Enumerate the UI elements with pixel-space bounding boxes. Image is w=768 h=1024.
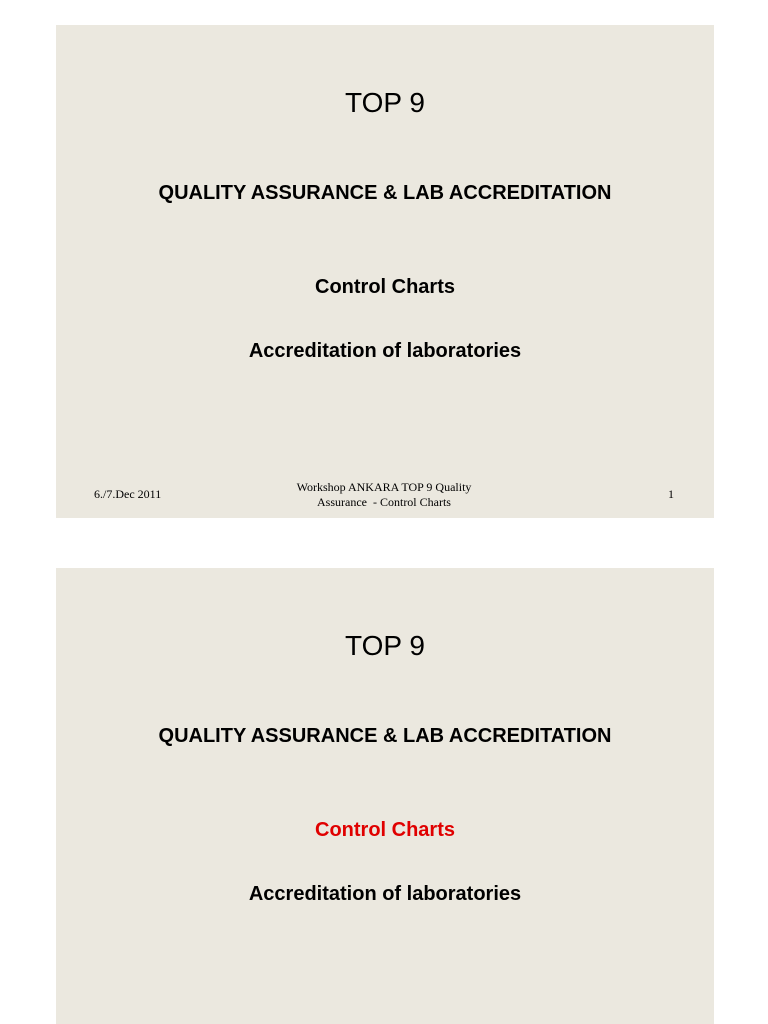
footer-date: 6./7.Dec 2011 — [94, 487, 162, 501]
slide-subtitle: QUALITY ASSURANCE & LAB ACCREDITATION — [158, 182, 612, 204]
agenda-item-control-charts-highlighted: Control Charts — [315, 819, 455, 841]
footer-caption-line-2: Assurance - Control Charts — [317, 495, 451, 509]
footer-caption — [276, 480, 492, 510]
slide-1 — [56, 25, 714, 518]
agenda-item-accreditation: Accreditation of laboratories — [248, 883, 522, 905]
footer-caption-line-1: Workshop ANKARA TOP 9 Quality — [296, 480, 472, 494]
footer-page-number: 1 — [668, 487, 674, 501]
agenda-item-accreditation: Accreditation of laboratories — [248, 340, 522, 362]
slide-2 — [56, 568, 714, 1024]
slide-title: TOP 9 — [345, 87, 425, 118]
agenda-item-control-charts: Control Charts — [315, 276, 455, 298]
slide-subtitle: QUALITY ASSURANCE & LAB ACCREDITATION — [158, 725, 612, 747]
slide-title: TOP 9 — [345, 630, 425, 661]
